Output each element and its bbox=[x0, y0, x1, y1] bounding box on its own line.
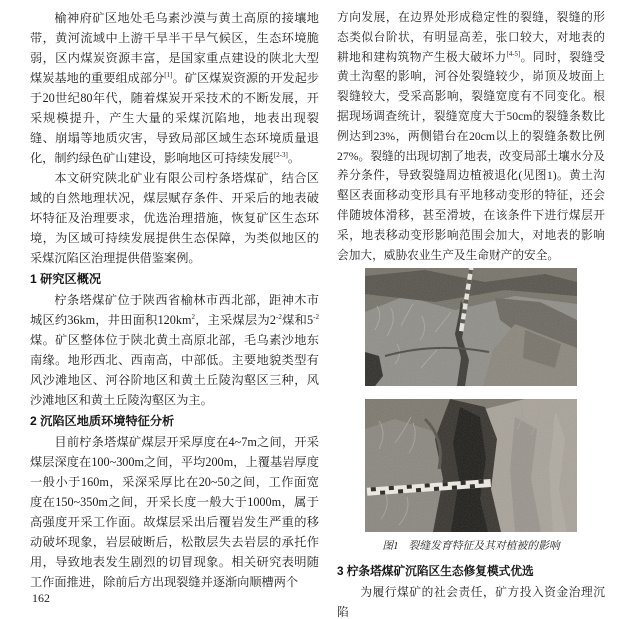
text-columns bbox=[30, 8, 605, 619]
paragraph: 本文研究陕北矿业有限公司柠条塔煤矿，结合区域的自然地理状况，煤层赋存条件、开采后的地表破坏特征及治理要求，优选治理措施，恢复矿区生态环境，为区域可持续发展提供生态保障，为类似地区的采煤沉陷区治理提供借鉴案例。 bbox=[30, 171, 319, 265]
superscript-reference: [2-3] bbox=[273, 150, 288, 159]
left-column bbox=[30, 8, 319, 619]
superscript-reference: -2 bbox=[275, 312, 282, 321]
right-column-text-top bbox=[337, 8, 605, 265]
figure-label: 图1 bbox=[382, 540, 399, 553]
right-column bbox=[337, 8, 605, 619]
figure-caption bbox=[337, 539, 605, 553]
superscript-reference: -2 bbox=[313, 312, 320, 321]
superscript-reference: [4-5] bbox=[506, 50, 521, 58]
paragraph: 方向发展，在边界处形成稳定性的裂缝，裂缝的形态类似台阶状，有明显高差，张口较大，对地表的耕地和建构筑物产生极大破坏力[4-5]。同时，裂缝受黄土沟壑的影响，河谷处裂缝较少，峁顶及坡面上裂缝较大，受采高影响，裂缝宽度有不同变化。根据现场调查统计，裂缝宽度大于50cm的裂缝条数比例达到23%，两侧错台在20cm以上的裂缝条数比例27%。裂缝的出现切割了地表，改变局部土壤水分及养分条件，导致裂缝周边植被退化(见图1)。黄土沟壑区表面移动变形具有平地移动变形的特征，还会伴随坡体滑移，甚至滑坡，在该条件下进行煤层开采，地表移动变形影响范围会加大，对地表的影响会加大，威胁农业生产及生命财产的安全。 bbox=[337, 11, 605, 262]
paragraph: 为履行煤矿的社会责任，矿方投入资金治理沉陷 bbox=[337, 586, 605, 619]
figure-1 bbox=[337, 268, 605, 553]
paragraph: 目前柠条塔煤矿煤层开采厚度在4~7m之间，开采煤层深度在100~300m之间，平均200m，上覆基岩厚度一般小于160m，采深采厚比在20~50之间，工作面宽度在150~350m之间，开采长度一般大于1000m，属于高强度开采工作面。故煤层采出后覆岩发生严重的移动破坏现象，岩层破断后，松散层失去岩层的承托作用，导致地表发生剧烈的切冒现象。相关研究表明随工作面推进，除前后方出现裂缝并逐渐向顺槽两个 bbox=[30, 435, 319, 589]
right-column-text-bottom bbox=[337, 562, 605, 619]
superscript-reference: 2 bbox=[191, 312, 195, 321]
superscript-reference: [1] bbox=[164, 70, 173, 79]
section-heading: 3 柠条塔煤矿沉陷区生态修复模式优选 bbox=[337, 565, 534, 579]
paragraph: 榆神府矿区地处毛乌素沙漠与黄土高原的接壤地带，黄河流域中上游干旱半干旱气候区，生态环境脆弱，区内煤炭资源丰富，是国家重点建设的陕北大型煤炭基地的重要组成部分[1]。矿区煤炭资源的开发起步于20世纪80年代，随着煤炭开采技术的不断发展，开采规模提升，产生大量的采煤沉陷地，地表出现裂缝、崩塌等地质灾害，导致局部区域生态环境质量退化，制约绿色矿山建设，影响地区可持续发展[2-3]。 bbox=[30, 11, 320, 165]
page-number: 162 bbox=[32, 591, 50, 605]
photo-deep-fissure-with-measuring-staff bbox=[365, 399, 577, 532]
photo-ground-crack-with-survey-ruler bbox=[365, 268, 577, 386]
section-heading: 1 研究区概况 bbox=[30, 272, 102, 286]
section-heading: 2 沉陷区地质环境特征分析 bbox=[30, 414, 175, 428]
paragraph: 柠条塔煤矿位于陕西省榆林市西北部，距神木市城区约36km，井田面积$120km^2$，主采煤层为$2^{-2}$煤和$5^{-2}$煤。矿区整体位于陕北黄土高原北部，毛乌素沙地东南缘。地形西北、西南高，中部低。主要地貌类型有风沙滩地区、河谷阶地区和黄土丘陵沟壑区三种，风沙滩地区和黄土丘陵沟壑区为主。 bbox=[30, 293, 320, 407]
figure-caption-text: 裂缝发育特征及其对植被的影响 bbox=[408, 540, 560, 553]
